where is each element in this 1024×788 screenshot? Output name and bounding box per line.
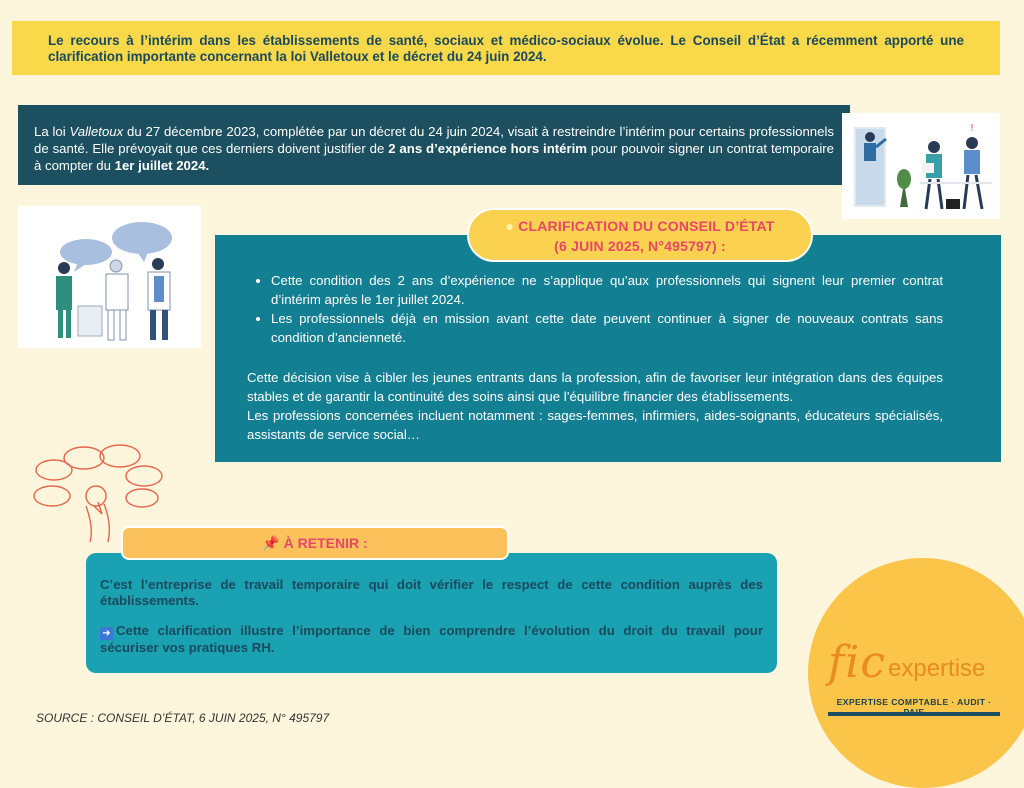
law-text-1: La loi	[34, 124, 70, 139]
takeaway-paragraph-1: C’est l’entreprise de travail temporaire qui doit vérifier le respect de cette condition auprès des établissements.	[100, 577, 763, 608]
bullet-icon: ●	[505, 218, 515, 234]
intro-text: Le recours à l’intérim dans les établissements de santé, sociaux et médico-sociaux évolue. Le Conseil d’État a récemment apporté une clarification importante concernant la loi Valletoux et le décret du 24 juin 2024.	[48, 33, 964, 64]
logo-underline	[828, 712, 1000, 716]
clarification-bullet: • Cette condition des 2 ans d’expérience ne s’applique qu’aux professionnels qui signent leur premier contrat d’intérim après le 1er juillet 2024.	[271, 271, 943, 309]
law-experience-bold: 2 ans d’expérience hors intérim	[388, 141, 588, 156]
law-text-2: du 27 décembre 2023, complétée par un décret du 24 juin 2024, visait à restreindre l’intérim pour certains professionnels de santé. Elle prévoyait que ces derniers doivent justifier de	[34, 124, 834, 156]
medical-staff-illustration	[18, 206, 201, 348]
clarification-paragraph-1: Cette décision vise à cibler les jeunes entrants dans la profession, afin de favoriser leur intégration dans des équipes stables et de garantir la continuité des soins ainsi que l’équilibre financier des établissements.	[247, 370, 943, 404]
svg-text:!: !	[970, 123, 975, 134]
clarification-box	[215, 235, 1001, 462]
clarification-paragraph-2: Les professions concernées incluent notamment : sages-femmes, infirmiers, aides-soignants, éducateurs spécialisés, assistants de service social…	[247, 408, 943, 442]
arrow-right-icon: ➜	[100, 627, 113, 640]
key-takeaway-title-text: 📌 À RETENIR :	[262, 535, 368, 551]
law-date-bold: 1er juillet 2024.	[114, 158, 210, 173]
intro-banner	[12, 21, 1000, 75]
waiting-room-illustration	[842, 113, 1000, 219]
logo-tagline: EXPERTISE COMPTABLE · AUDIT ·	[836, 697, 992, 707]
clarification-title	[467, 208, 813, 262]
clarification-title-line-1: CLARIFICATION DU CONSEIL D’ÉTAT	[518, 218, 775, 234]
key-takeaway-title	[121, 526, 509, 560]
logo-brand: fic	[828, 637, 886, 688]
takeaway-paragraph-2: Cette clarification illustre l’importance de bien comprendre l’évolution du droit du travail pour sécuriser vos pratiques RH.	[100, 623, 763, 655]
law-summary-box	[18, 105, 850, 185]
clarification-bullet: • Les professionnels déjà en mission avant cette date peuvent continuer à signer de nouveaux contrats sans condition d’ancienneté.	[271, 309, 943, 347]
key-takeaway-box	[86, 553, 777, 673]
clarification-bullets	[247, 271, 943, 347]
law-text-3: pour pouvoir signer un contrat temporaire à compter du	[34, 141, 834, 173]
law-name-italic: Valletoux	[69, 124, 124, 139]
source-note: SOURCE : CONSEIL D’ÉTAT, 6 JUIN 2025, N° 495797	[36, 711, 330, 725]
takeaway-paragraph-2-wrapper	[100, 623, 763, 656]
logo-brand-suffix: expertise	[888, 655, 986, 682]
clarification-title-line-2: (6 JUIN 2025, N°495797) :	[554, 238, 726, 254]
